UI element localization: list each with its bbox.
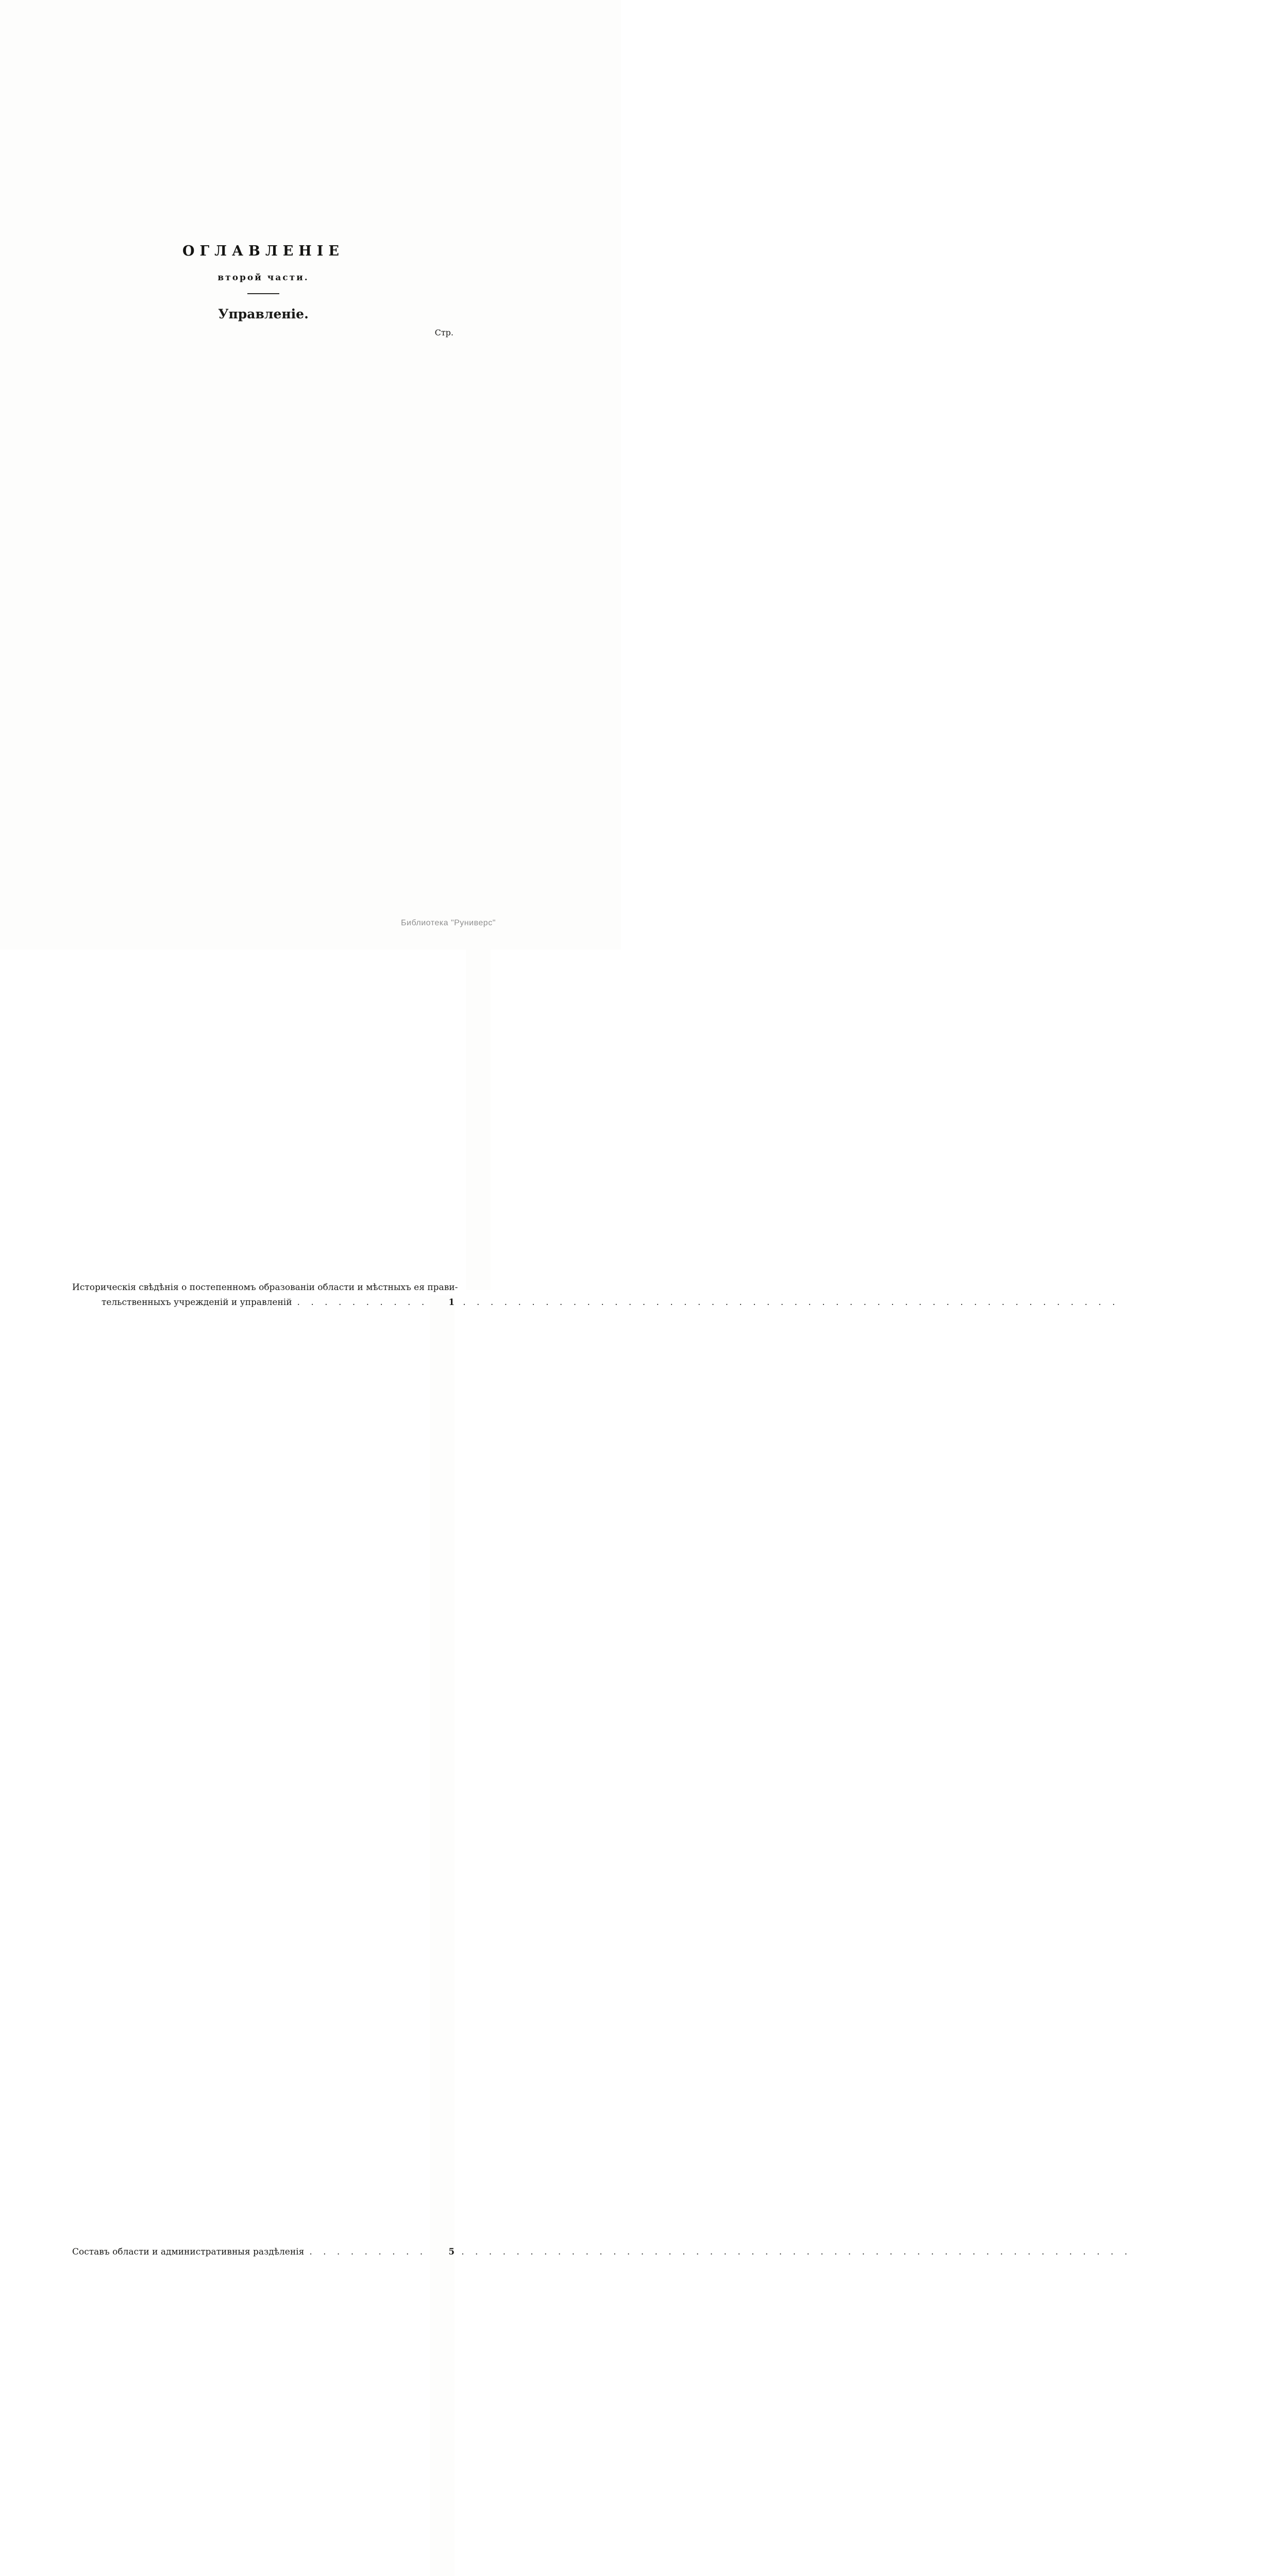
page-column-header: Стр.	[434, 328, 453, 337]
page-subtitle: второй части.	[217, 273, 309, 283]
toc-entry-label: тельственныхъ учрежденій и управленій	[102, 1297, 292, 1308]
section-heading: Управленіе.	[218, 307, 309, 321]
toc-entry-label: Историческія свѣдѣнія о постепенномъ образованіи области и мѣстныхъ ея прави-	[72, 1282, 458, 1293]
toc-entry	[72, 2245, 455, 2576]
toc-entry	[72, 1295, 455, 2245]
divider-rule	[247, 293, 279, 294]
toc-entry-label: Составъ области и административныя раздѣленія	[72, 2246, 305, 2257]
toc-entry-page	[466, 341, 491, 1290]
toc-list	[72, 341, 458, 2576]
footer-watermark: Библиотека "Руниверс"	[401, 919, 496, 927]
dot-leader	[297, 1296, 427, 1310]
dot-leader	[309, 2245, 427, 2260]
page-title: ОГЛАВЛЕНІЕ	[182, 243, 345, 259]
toc-entry-page: 5	[430, 2245, 455, 2576]
page-content	[72, 243, 458, 2576]
toc-entry	[72, 341, 458, 1295]
toc-entry-page: 1	[430, 1295, 455, 2245]
scanned-book-page	[0, 0, 621, 2257]
